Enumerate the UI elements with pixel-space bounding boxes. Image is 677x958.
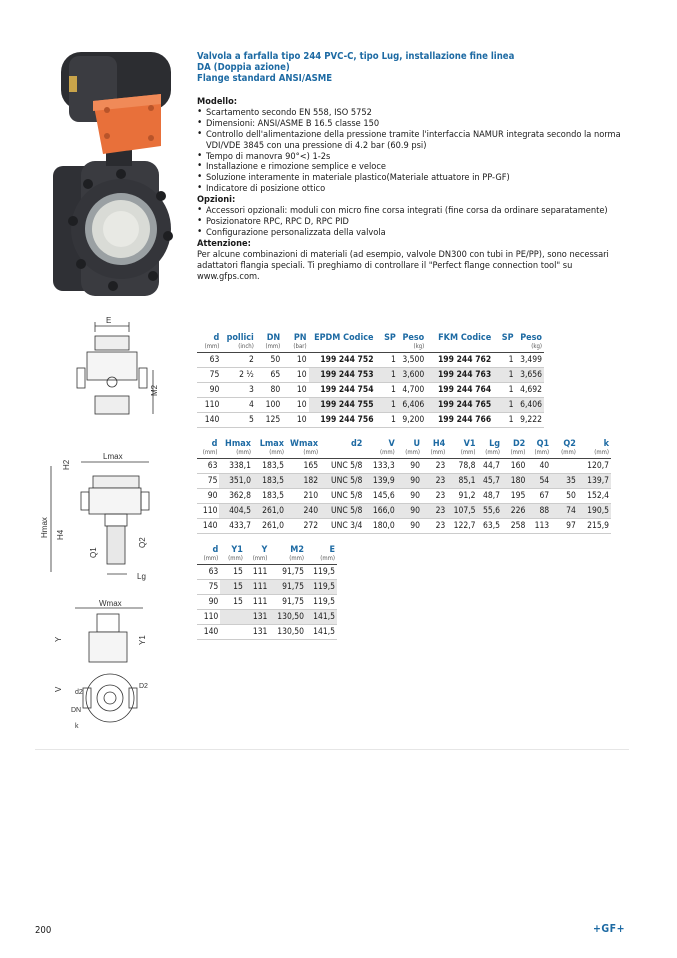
table-cell: 9,200 <box>398 413 426 428</box>
table-cell: 23 <box>422 489 447 504</box>
table-cell: 88 <box>527 504 551 519</box>
column-header: DN <box>266 333 281 343</box>
modello-heading: Modello: <box>197 96 238 107</box>
table-dimensions-2 <box>197 545 337 640</box>
table-cell: 119,5 <box>306 580 337 595</box>
table-cell: 2 <box>221 353 255 368</box>
table-cell: 45,7 <box>478 474 503 489</box>
table-row <box>197 474 611 489</box>
page-number: 200 <box>35 925 52 936</box>
table-cell: 1 <box>493 413 515 428</box>
table-cell: 110 <box>197 504 219 519</box>
table-cell: 199 244 756 <box>309 413 376 428</box>
table-cell: 199 244 754 <box>309 383 376 398</box>
footer-divider <box>35 749 629 750</box>
table-cell: 183,5 <box>253 474 286 489</box>
table-cell: 195 <box>502 489 527 504</box>
table-cell: 63 <box>197 459 219 474</box>
table-cell: 15 <box>220 565 245 580</box>
product-photo <box>33 46 191 301</box>
table-cell: 4,700 <box>398 383 426 398</box>
table-cell: 2 ½ <box>221 368 255 383</box>
table-cell: 141,5 <box>306 610 337 625</box>
table-cell: 199 244 764 <box>426 383 493 398</box>
table-cell: 3,500 <box>398 353 426 368</box>
table-cell: 35 <box>551 474 578 489</box>
table-codes <box>197 333 544 428</box>
table-cell: 110 <box>197 610 220 625</box>
technical-drawing-top <box>35 600 165 735</box>
column-unit: (mm) <box>364 449 396 459</box>
modello-item: • Scartamento secondo EN 558, ISO 5752 <box>197 108 622 119</box>
table-row <box>197 383 544 398</box>
column-unit: (mm) <box>422 449 447 459</box>
table-dimensions <box>197 439 611 534</box>
table-cell: 122,7 <box>447 519 477 534</box>
table-cell: 23 <box>422 519 447 534</box>
column-unit: (mm) <box>245 555 270 565</box>
modello-item: • Indicatore di posizione ottico <box>197 184 622 195</box>
column-header: Q1 <box>536 439 550 449</box>
gf-logo: +GF+ <box>593 923 626 935</box>
table-cell: UNC 3/4 <box>320 519 364 534</box>
table-cell: 111 <box>245 595 270 610</box>
table-cell: 272 <box>286 519 320 534</box>
column-header: Q2 <box>563 439 576 449</box>
column-header: Lmax <box>259 439 284 449</box>
table-row <box>197 368 544 383</box>
table-cell: 261,0 <box>253 519 286 534</box>
modello-item: • Installazione e rimozione semplice e veloce <box>197 162 622 173</box>
technical-drawing-side <box>33 448 168 583</box>
table-cell: 166,0 <box>364 504 396 519</box>
table-cell: 23 <box>422 459 447 474</box>
table-cell: 4,692 <box>516 383 544 398</box>
column-unit: (kg) <box>398 343 426 353</box>
column-unit <box>320 449 364 459</box>
table-cell: 199 244 765 <box>426 398 493 413</box>
attenzione-heading: Attenzione: <box>197 237 251 249</box>
description <box>197 97 622 282</box>
opzioni-item: • Accessori opzionali: moduli con micro fine corsa integrati (fine corsa da ordinare separatamente) <box>197 206 622 217</box>
table-row <box>197 580 337 595</box>
table-cell: 261,0 <box>253 504 286 519</box>
table-cell: 152,4 <box>578 489 611 504</box>
table-cell: 140 <box>197 519 219 534</box>
table-row <box>197 625 337 640</box>
table-cell: 199 244 762 <box>426 353 493 368</box>
table-cell: 1 <box>493 398 515 413</box>
column-unit: (mm) <box>219 449 253 459</box>
table-cell: 55,6 <box>478 504 503 519</box>
table-cell: 91,2 <box>447 489 477 504</box>
column-unit: (mm) <box>551 449 578 459</box>
table-cell: 74 <box>551 504 578 519</box>
column-header: SP <box>501 333 514 343</box>
table-cell: 6,406 <box>516 398 544 413</box>
column-header: FKM Codice <box>438 333 492 343</box>
table-row <box>197 519 611 534</box>
dim-label-M2: M2 <box>150 384 159 396</box>
table-cell: 119,5 <box>306 565 337 580</box>
table-cell: 183,5 <box>253 489 286 504</box>
table-cell: 3 <box>221 383 255 398</box>
column-unit: (mm) <box>256 343 282 353</box>
column-unit: (mm) <box>306 555 337 565</box>
table-cell: 9,222 <box>516 413 544 428</box>
table-cell: 63 <box>197 353 221 368</box>
column-header: d2 <box>350 439 363 449</box>
table-cell: 180 <box>502 474 527 489</box>
table-cell: 362,8 <box>219 489 253 504</box>
table-cell: 44,7 <box>478 459 503 474</box>
table-cell: 90 <box>397 474 422 489</box>
column-unit <box>493 343 515 353</box>
table-cell: 131 <box>245 625 270 640</box>
column-unit: (kg) <box>516 343 544 353</box>
title-line-1: Valvola a farfalla tipo 244 PVC-C, tipo Lug, installazione fine linea <box>197 51 515 62</box>
table-cell: 107,5 <box>447 504 477 519</box>
column-header: Y1 <box>231 545 243 555</box>
table-cell: 3,499 <box>516 353 544 368</box>
dim-label-k: k <box>75 723 79 730</box>
column-header: M2 <box>290 545 304 555</box>
table-cell: 90 <box>397 459 422 474</box>
column-header: Peso <box>402 333 425 343</box>
column-unit: (mm) <box>197 343 221 353</box>
table-cell: 75 <box>197 474 219 489</box>
table-row <box>197 565 337 580</box>
column-header: SP <box>384 333 396 343</box>
column-header: U <box>413 439 421 449</box>
table-cell: 240 <box>286 504 320 519</box>
table-cell: 50 <box>256 353 282 368</box>
column-unit <box>309 343 376 353</box>
table-cell: 111 <box>245 565 270 580</box>
table-cell: 130,50 <box>269 625 306 640</box>
dim-label-Hmax: Hmax <box>40 517 49 538</box>
column-header: V <box>388 439 395 449</box>
column-unit: (mm) <box>269 555 306 565</box>
table-cell: UNC 5/8 <box>320 474 364 489</box>
column-header: V1 <box>463 439 476 449</box>
column-unit <box>376 343 398 353</box>
modello-item: • Controllo dell'alimentazione della pressione tramite l'interfaccia NAMUR integrata secondo la norma VDI/VDE 3845 con una pressione di 4.2 bar (60.9 psi) <box>197 130 622 152</box>
table-cell: 90 <box>397 504 422 519</box>
table-cell: 160 <box>502 459 527 474</box>
column-unit: (mm) <box>253 449 286 459</box>
table-cell: 180,0 <box>364 519 396 534</box>
technical-drawing-front <box>73 314 163 419</box>
table-cell: 6,406 <box>398 398 426 413</box>
table-cell: 3,600 <box>398 368 426 383</box>
modello-item: • Dimensioni: ANSI/ASME B 16.5 classe 150 <box>197 119 622 130</box>
column-unit <box>426 343 493 353</box>
table-cell: 133,3 <box>364 459 396 474</box>
table-cell: 10 <box>282 413 308 428</box>
table-cell: 23 <box>422 504 447 519</box>
table-cell: 91,75 <box>269 565 306 580</box>
table-cell: UNC 5/8 <box>320 489 364 504</box>
title-line-2: DA (Doppia azione) <box>197 62 290 73</box>
table-cell: 165 <box>286 459 320 474</box>
dim-label-Lmax: Lmax <box>103 452 123 461</box>
table-row <box>197 353 544 368</box>
table-cell: 199 244 763 <box>426 368 493 383</box>
table-cell: 80 <box>256 383 282 398</box>
table-cell: 90 <box>197 489 219 504</box>
table-cell: 10 <box>282 398 308 413</box>
table-cell <box>220 610 245 625</box>
table-cell: 40 <box>527 459 551 474</box>
table-cell <box>220 625 245 640</box>
table-cell: 110 <box>197 398 221 413</box>
column-unit: (bar) <box>282 343 308 353</box>
table-cell: 1 <box>376 413 398 428</box>
table-row <box>197 459 611 474</box>
modello-list <box>197 108 622 195</box>
table-cell: 1 <box>493 353 515 368</box>
table-cell: 190,5 <box>578 504 611 519</box>
column-unit: (inch) <box>221 343 255 353</box>
table-cell: UNC 5/8 <box>320 459 364 474</box>
table-cell: 15 <box>220 595 245 610</box>
table-cell: 215,9 <box>578 519 611 534</box>
table-cell: 210 <box>286 489 320 504</box>
table-cell: 91,75 <box>269 595 306 610</box>
modello-item: • Tempo di manovra 90°<) 1-2s <box>197 152 622 163</box>
table-cell: 119,5 <box>306 595 337 610</box>
column-unit: (mm) <box>527 449 551 459</box>
table-cell: 10 <box>282 353 308 368</box>
column-unit: (mm) <box>197 555 220 565</box>
dim-label-V: V <box>54 686 63 692</box>
table-cell: 3,656 <box>516 368 544 383</box>
table-cell: 199 244 755 <box>309 398 376 413</box>
table-cell: 140 <box>197 413 221 428</box>
table-cell: 258 <box>502 519 527 534</box>
table-row <box>197 504 611 519</box>
column-header: D2 <box>512 439 526 449</box>
table-cell: 63 <box>197 565 220 580</box>
table-cell: 199 244 753 <box>309 368 376 383</box>
table-row <box>197 595 337 610</box>
table-cell: 78,8 <box>447 459 477 474</box>
column-header: EPDM Codice <box>314 333 374 343</box>
column-unit: (mm) <box>197 449 219 459</box>
table-cell: 90 <box>397 489 422 504</box>
table-cell: 404,5 <box>219 504 253 519</box>
dim-label-Q1: Q1 <box>89 547 98 558</box>
column-header: k <box>603 439 609 449</box>
table-cell: 145,6 <box>364 489 396 504</box>
opzioni-item: • Posizionatore RPC, RPC D, RPC PID <box>197 217 622 228</box>
column-unit: (mm) <box>286 449 320 459</box>
column-header: Wmax <box>290 439 319 449</box>
table-cell: 1 <box>376 368 398 383</box>
table-cell <box>551 459 578 474</box>
dim-label-H4: H4 <box>56 529 65 540</box>
column-unit: (mm) <box>578 449 611 459</box>
column-header: Lg <box>489 439 501 449</box>
table-cell: 90 <box>397 519 422 534</box>
table-cell: 131 <box>245 610 270 625</box>
table-cell: 15 <box>220 580 245 595</box>
table-cell: 90 <box>197 383 221 398</box>
table-cell: 113 <box>527 519 551 534</box>
table-cell: 48,7 <box>478 489 503 504</box>
table-cell: 199 244 766 <box>426 413 493 428</box>
column-header: E <box>329 545 335 555</box>
dim-label-Wmax: Wmax <box>99 600 122 608</box>
table-cell: 433,7 <box>219 519 253 534</box>
dim-label-Y1: Y1 <box>138 635 147 645</box>
table-cell: 226 <box>502 504 527 519</box>
table-cell: 100 <box>256 398 282 413</box>
column-unit: (mm) <box>220 555 245 565</box>
table-cell: 4 <box>221 398 255 413</box>
table-cell: 1 <box>376 383 398 398</box>
table-cell: 54 <box>527 474 551 489</box>
dim-label-d2: d2 <box>75 689 83 696</box>
column-header: PN <box>293 333 307 343</box>
dim-label-E: E <box>106 316 112 325</box>
table-cell: 182 <box>286 474 320 489</box>
table-row <box>197 610 337 625</box>
modello-item: • Soluzione interamente in materiale plastico(Materiale attuatore in PP-GF) <box>197 173 622 184</box>
table-cell: 1 <box>493 368 515 383</box>
table-cell: 338,1 <box>219 459 253 474</box>
table-cell: 139,7 <box>578 474 611 489</box>
table-cell: 199 244 752 <box>309 353 376 368</box>
dim-label-DN: DN <box>71 707 82 714</box>
column-header: d <box>213 333 220 343</box>
table-row <box>197 489 611 504</box>
dim-label-D2: D2 <box>139 683 148 690</box>
table-cell: 125 <box>256 413 282 428</box>
table-cell: 91,75 <box>269 580 306 595</box>
table-cell: 75 <box>197 580 220 595</box>
table-cell: 120,7 <box>578 459 611 474</box>
table-cell: 111 <box>245 580 270 595</box>
table-row <box>197 398 544 413</box>
opzioni-item: • Configurazione personalizzata della valvola <box>197 228 622 239</box>
column-header: Peso <box>520 333 542 343</box>
table-cell: 183,5 <box>253 459 286 474</box>
table-cell: 10 <box>282 368 308 383</box>
table-cell: 90 <box>197 595 220 610</box>
opzioni-heading: Opzioni: <box>197 194 236 206</box>
column-header: pollici <box>226 333 254 343</box>
table-cell: 351,0 <box>219 474 253 489</box>
table-cell: 1 <box>376 353 398 368</box>
table-cell: 1 <box>493 383 515 398</box>
table-cell: 10 <box>282 383 308 398</box>
column-header: d <box>211 439 218 449</box>
opzioni-list <box>197 206 622 239</box>
table-row <box>197 413 544 428</box>
column-unit: (mm) <box>447 449 477 459</box>
table-cell: 141,5 <box>306 625 337 640</box>
column-header: H4 <box>432 439 446 449</box>
column-header: Hmax <box>225 439 251 449</box>
table-cell: 130,50 <box>269 610 306 625</box>
table-cell: UNC 5/8 <box>320 504 364 519</box>
dim-label-Y: Y <box>54 636 63 642</box>
table-cell: 67 <box>527 489 551 504</box>
column-unit: (mm) <box>397 449 422 459</box>
table-cell: 139,9 <box>364 474 396 489</box>
product-title <box>197 51 637 84</box>
table-cell: 1 <box>376 398 398 413</box>
dim-label-Lg: Lg <box>137 572 146 581</box>
table-cell: 85,1 <box>447 474 477 489</box>
table-cell: 140 <box>197 625 220 640</box>
table-cell: 75 <box>197 368 221 383</box>
dim-label-H2: H2 <box>62 459 71 470</box>
dim-label-Q2: Q2 <box>138 537 147 548</box>
table-cell: 65 <box>256 368 282 383</box>
table-cell: 63,5 <box>478 519 503 534</box>
title-line-3: Flange standard ANSI/ASME <box>197 73 333 84</box>
table-cell: 97 <box>551 519 578 534</box>
column-header: Y <box>261 545 268 555</box>
table-cell: 23 <box>422 474 447 489</box>
column-header: d <box>212 545 219 555</box>
column-unit: (mm) <box>478 449 503 459</box>
column-unit: (mm) <box>502 449 527 459</box>
table-cell: 5 <box>221 413 255 428</box>
attenzione-text: Per alcune combinazioni di materiali (ad esempio, valvole DN300 con tubi in PE/PP), sono necessari adattatori flangia speciali. Ti preghiamo di controllare il "Perfect flange connection tool" su www.gfps.com. <box>197 248 609 282</box>
table-cell: 50 <box>551 489 578 504</box>
